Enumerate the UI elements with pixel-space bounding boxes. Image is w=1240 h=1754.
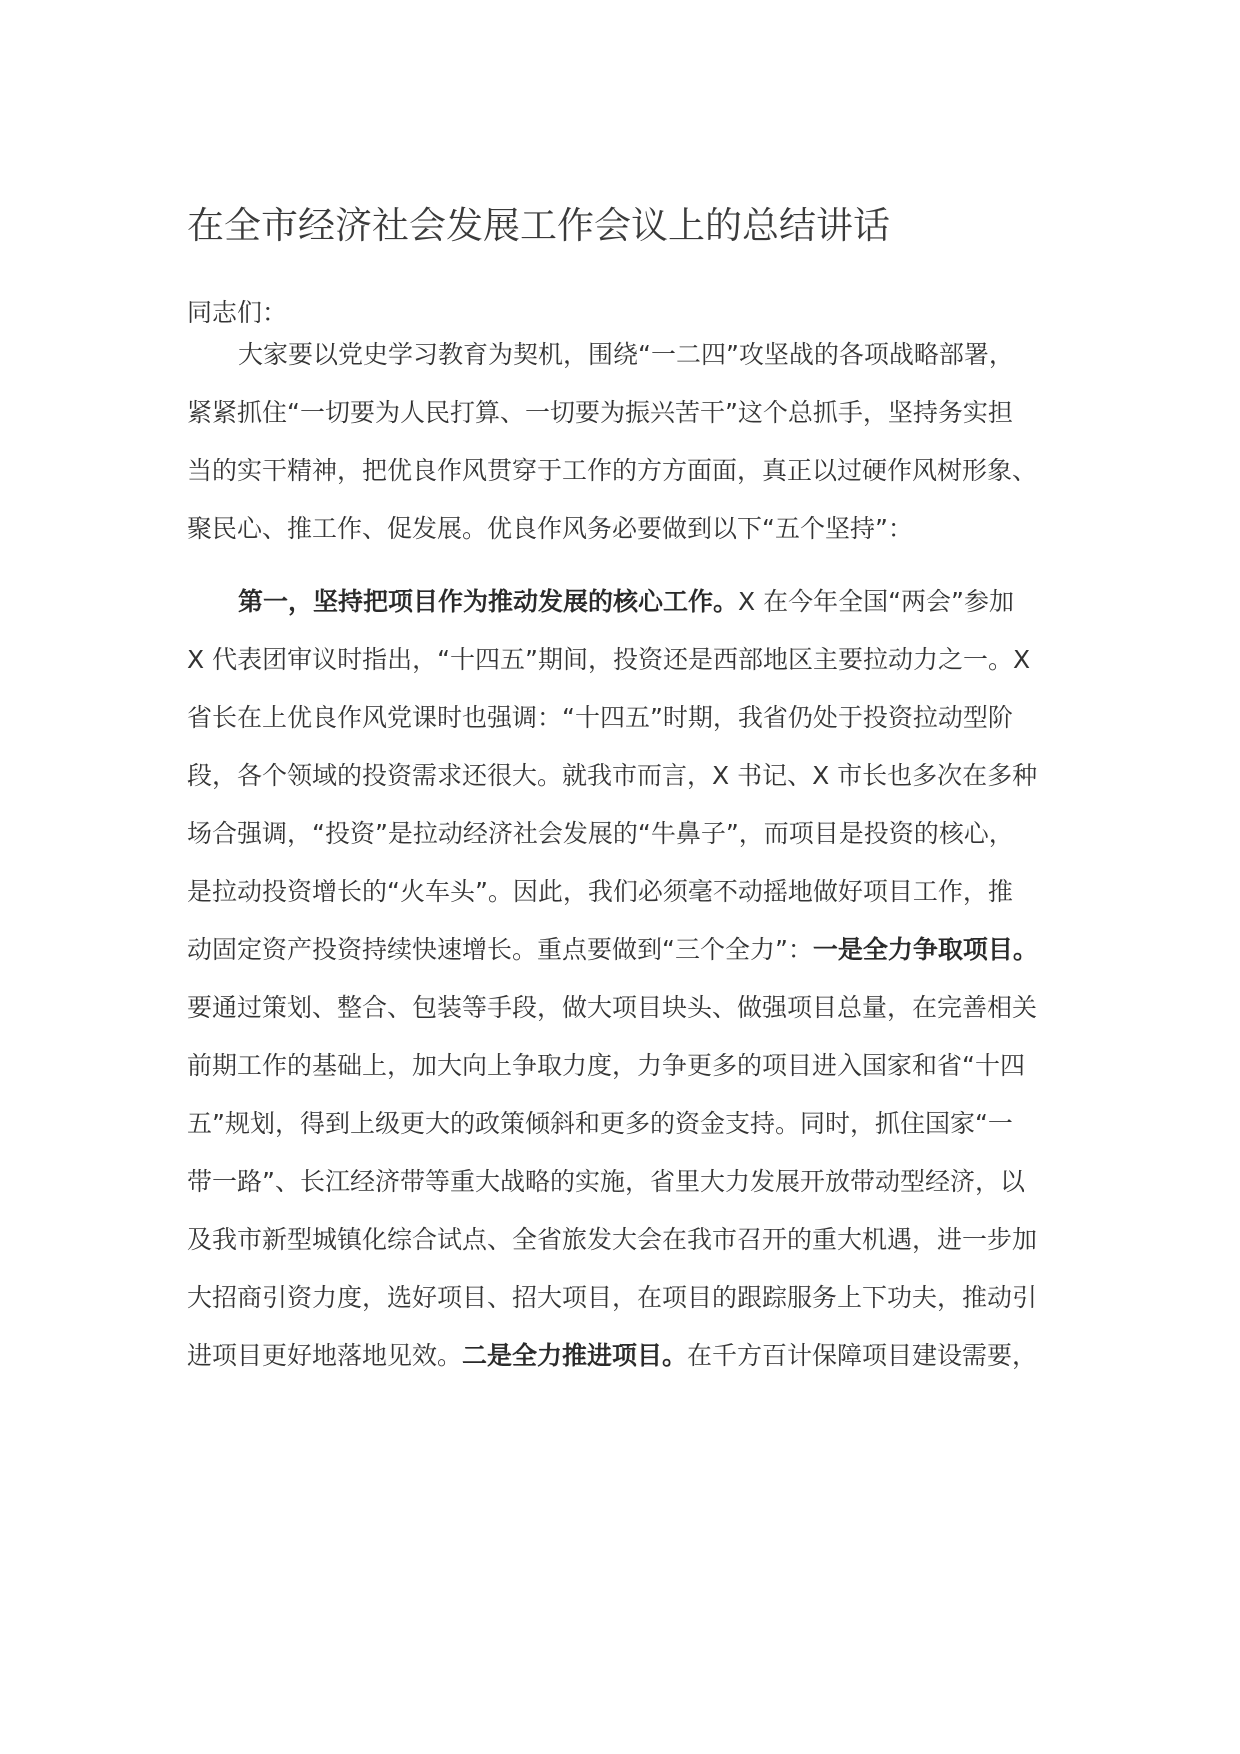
document-title: 在全市经济社会发展工作会议上的总结讲话 [187,204,890,247]
section1-line-14-text: 进项目更好地落地见效。 [187,1341,463,1370]
section1-line-9: 前期工作的基础上，加大向上争取力度，力争更多的项目进入国家和省“十四 [187,1051,1025,1080]
section1-line-14 [187,1339,1037,1373]
point-two-heading: 二是全力推进项目。 [462,1341,688,1370]
point-one-heading: 一是全力争取项目。 [812,935,1038,964]
intro-line-4: 聚民心、推工作、促发展。优良作风务必要做到以下“五个坚持”： [187,514,913,543]
section1-line-3: 省长在上优良作风党课时也强调：“十四五”时期，我省仍处于投资拉动型阶 [187,703,1013,732]
section1-line-11: 带一路”、长江经济带等重大战略的实施，省里大力发展开放带动型经济，以 [187,1167,1025,1196]
intro-line-1: 大家要以党史学习教育为契机，围绕“一二四”攻坚战的各项战略部署， [238,340,1014,369]
section1-line-5: 场合强调，“投资”是拉动经济社会发展的“牛鼻子”，而项目是投资的核心， [187,819,1014,848]
section1-line-12: 及我市新型城镇化综合试点、全省旅发大会在我市召开的重大机遇，进一步加 [187,1225,1038,1254]
section1-heading: 第一，坚持把项目作为推动发展的核心工作。 [238,587,739,616]
section1-line-7-text: 动固定资产投资持续快速增长。重点要做到“三个全力”： [187,935,813,964]
section1-line-14-tail: 在千方百计保障项目建设需要， [687,1341,1038,1370]
section1-line-1 [238,585,1014,619]
section1-line-1-text: X 在今年全国“两会”参加 [738,587,1014,616]
section1-line-7 [187,933,1038,967]
section1-line-13: 大招商引资力度，选好项目、招大项目，在项目的跟踪服务上下功夫，推动引 [187,1283,1038,1312]
section1-line-8: 要通过策划、整合、包装等手段，做大项目块头、做强项目总量，在完善相关 [187,993,1038,1022]
salutation: 同志们： [187,298,288,327]
intro-line-2: 紧紧抓住“一切要为人民打算、一切要为振兴苦干”这个总抓手，坚持务实担 [187,398,1013,427]
section1-line-4: 段，各个领域的投资需求还很大。就我市而言，X 书记、X 市长也多次在多种 [187,761,1038,790]
intro-line-3: 当的实干精神，把优良作风贯穿于工作的方方面面，真正以过硬作风树形象、 [187,456,1038,485]
section1-line-10: 五”规划，得到上级更大的政策倾斜和更多的资金支持。同时，抓住国家“一 [187,1109,1013,1138]
section1-line-2: X 代表团审议时指出，“十四五”期间，投资还是西部地区主要拉动力之一。X [187,645,1031,674]
section1-line-6: 是拉动投资增长的“火车头”。因此，我们必须毫不动摇地做好项目工作，推 [187,877,1013,906]
